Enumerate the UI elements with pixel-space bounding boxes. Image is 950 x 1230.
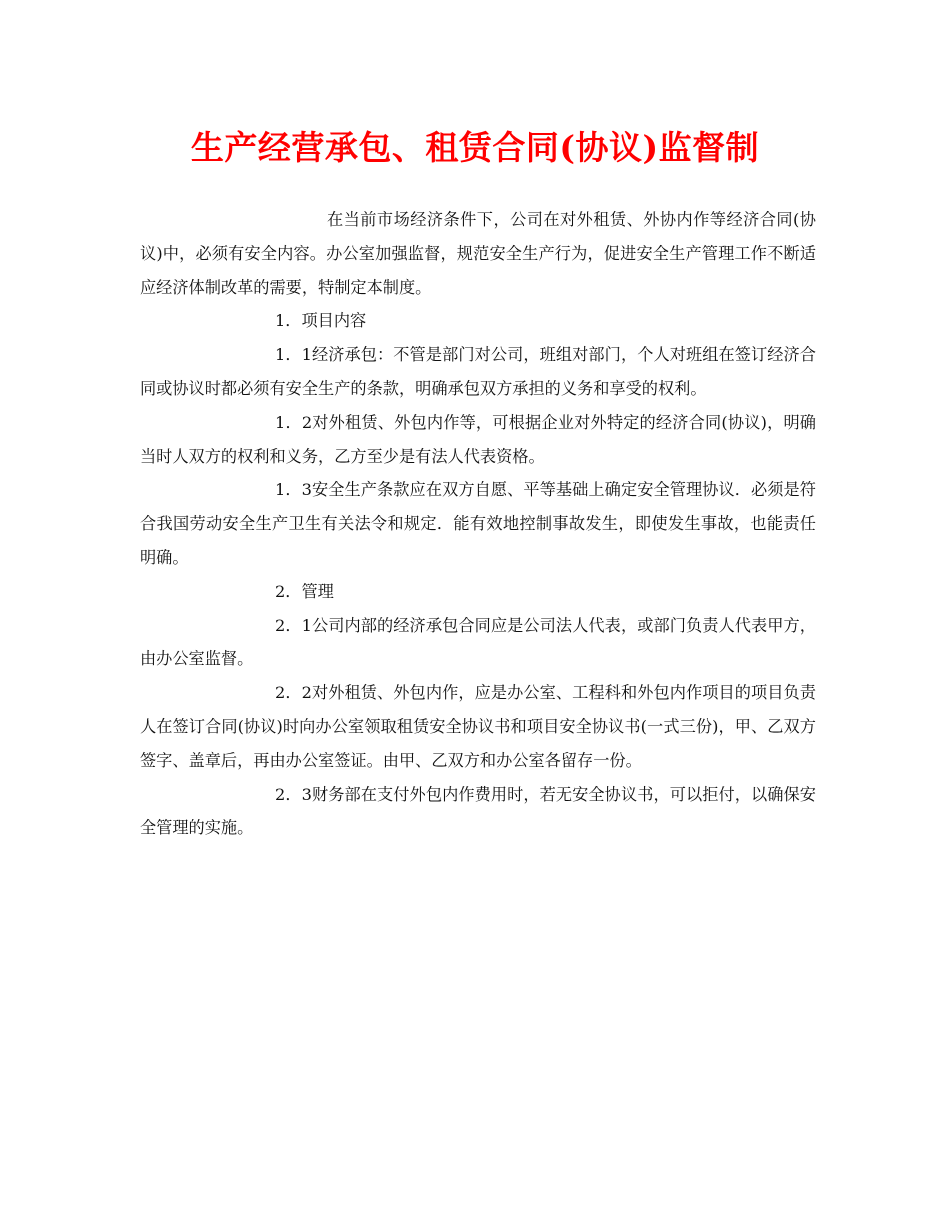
clause-1-3: 1．3安全生产条款应在双方自愿、平等基础上确定安全管理协议．必须是符合我国劳动安全生产卫生有关法令和规定．能有效地控制事故发生，即使发生事故，也能责任明确。 [140,480,816,567]
section-heading-2: 2．管理 [275,581,334,601]
clause-1-1: 1．1经济承包：不管是部门对公司，班组对部门，个人对班组在签订经济合同或协议时都必须有安全生产的条款，明确承包双方承担的义务和享受的权利。 [140,345,816,398]
clause-2-3: 2．3财务部在支付外包内作费用时，若无安全协议书，可以拒付，以确保安全管理的实施。 [140,784,816,838]
clause-2-1: 2．1公司内部的经济承包合同应是公司法人代表，或部门负责人代表甲方，由办公室监督。 [140,615,816,669]
section-heading-1: 1．项目内容 [275,311,367,331]
clause-2-2: 2．2对外租赁、外包内作，应是办公室、工程科和外包内作项目的项目负责人在签订合同(协议)时向办公室领取租赁安全协议书和项目安全协议书(一式三份)，甲、乙双方签字、盖章后，再由办公室签证。由甲、乙双方和办公室各留存一份。 [140,683,816,770]
document-body [140,203,816,845]
document-title: 生产经营承包、租赁合同(协议)监督制 [190,128,760,167]
clause-1-2: 1．2对外租赁、外包内作等，可根据企业对外特定的经济合同(协议)，明确当时人双方的权利和义务，乙方至少是有法人代表资格。 [140,412,816,466]
intro-paragraph: 在当前市场经济条件下，公司在对外租赁、外协内作等经济合同(协议)中，必须有安全内容。办公室加强监督，规范安全生产行为，促进安全生产管理工作不断适应经济体制改革的需要，特制定本制度。 [140,210,816,297]
